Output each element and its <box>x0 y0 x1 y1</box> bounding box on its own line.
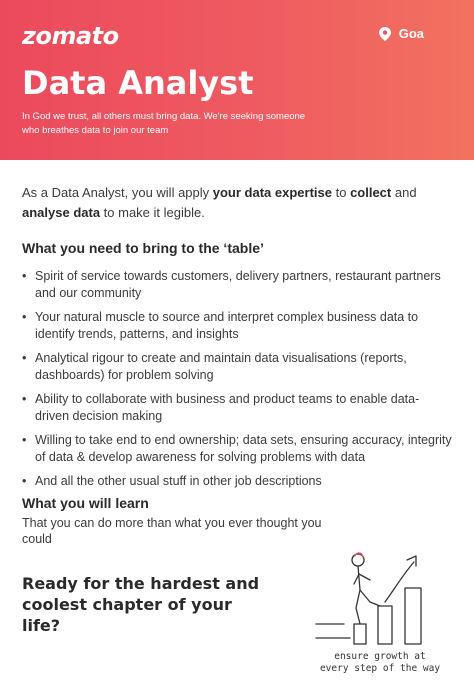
zomato-logo: zomato <box>22 22 119 50</box>
list-item: • Spirit of service towards customers, delivery partners, restaurant partners and our community <box>22 268 452 302</box>
requirements-list <box>22 268 452 497</box>
intro-paragraph <box>22 183 442 223</box>
learn-heading: What you will learn <box>22 495 149 511</box>
illustration-caption: ensure growth at every step of the way <box>319 651 441 674</box>
intro-text: and <box>391 185 417 200</box>
intro-text: to make it legible. <box>100 205 205 220</box>
job-title: Data Analyst <box>22 64 254 102</box>
list-item: • Your natural muscle to source and interpret complex business data to identify trends, patterns, and insights <box>22 309 452 343</box>
requirements-heading: What you need to bring to the ‘table’ <box>22 240 264 256</box>
learn-text: That you can do more than what you ever thought you could <box>22 516 322 546</box>
cta-heading: Ready for the hardest and coolest chapter of your life? <box>22 574 260 635</box>
intro-emphasis: your data expertise <box>212 185 332 200</box>
location-label: Goa <box>398 26 424 41</box>
list-item: • Ability to collaborate with business and product teams to enable data-driven decision making <box>22 391 452 425</box>
hero-banner <box>0 0 474 160</box>
intro-emphasis: analyse data <box>22 205 101 220</box>
intro-emphasis: collect <box>350 185 392 200</box>
list-item: • Willing to take end to end ownership; data sets, ensuring accuracy, integrity of data & develop awareness for solving problems with data <box>22 432 452 466</box>
list-item: • Analytical rigour to create and maintain data visualisations (reports, dashboards) for problem solving <box>22 350 452 384</box>
intro-text: to <box>331 185 351 200</box>
job-tagline: In God we trust, all others must bring data. We're seeking someone who breathes data to join our team <box>22 111 306 136</box>
list-item: • And all the other usual stuff in other job descriptions <box>22 473 452 490</box>
pin-icon <box>379 27 391 41</box>
intro-text: As a Data Analyst, you will apply <box>22 185 213 200</box>
location <box>379 26 424 41</box>
